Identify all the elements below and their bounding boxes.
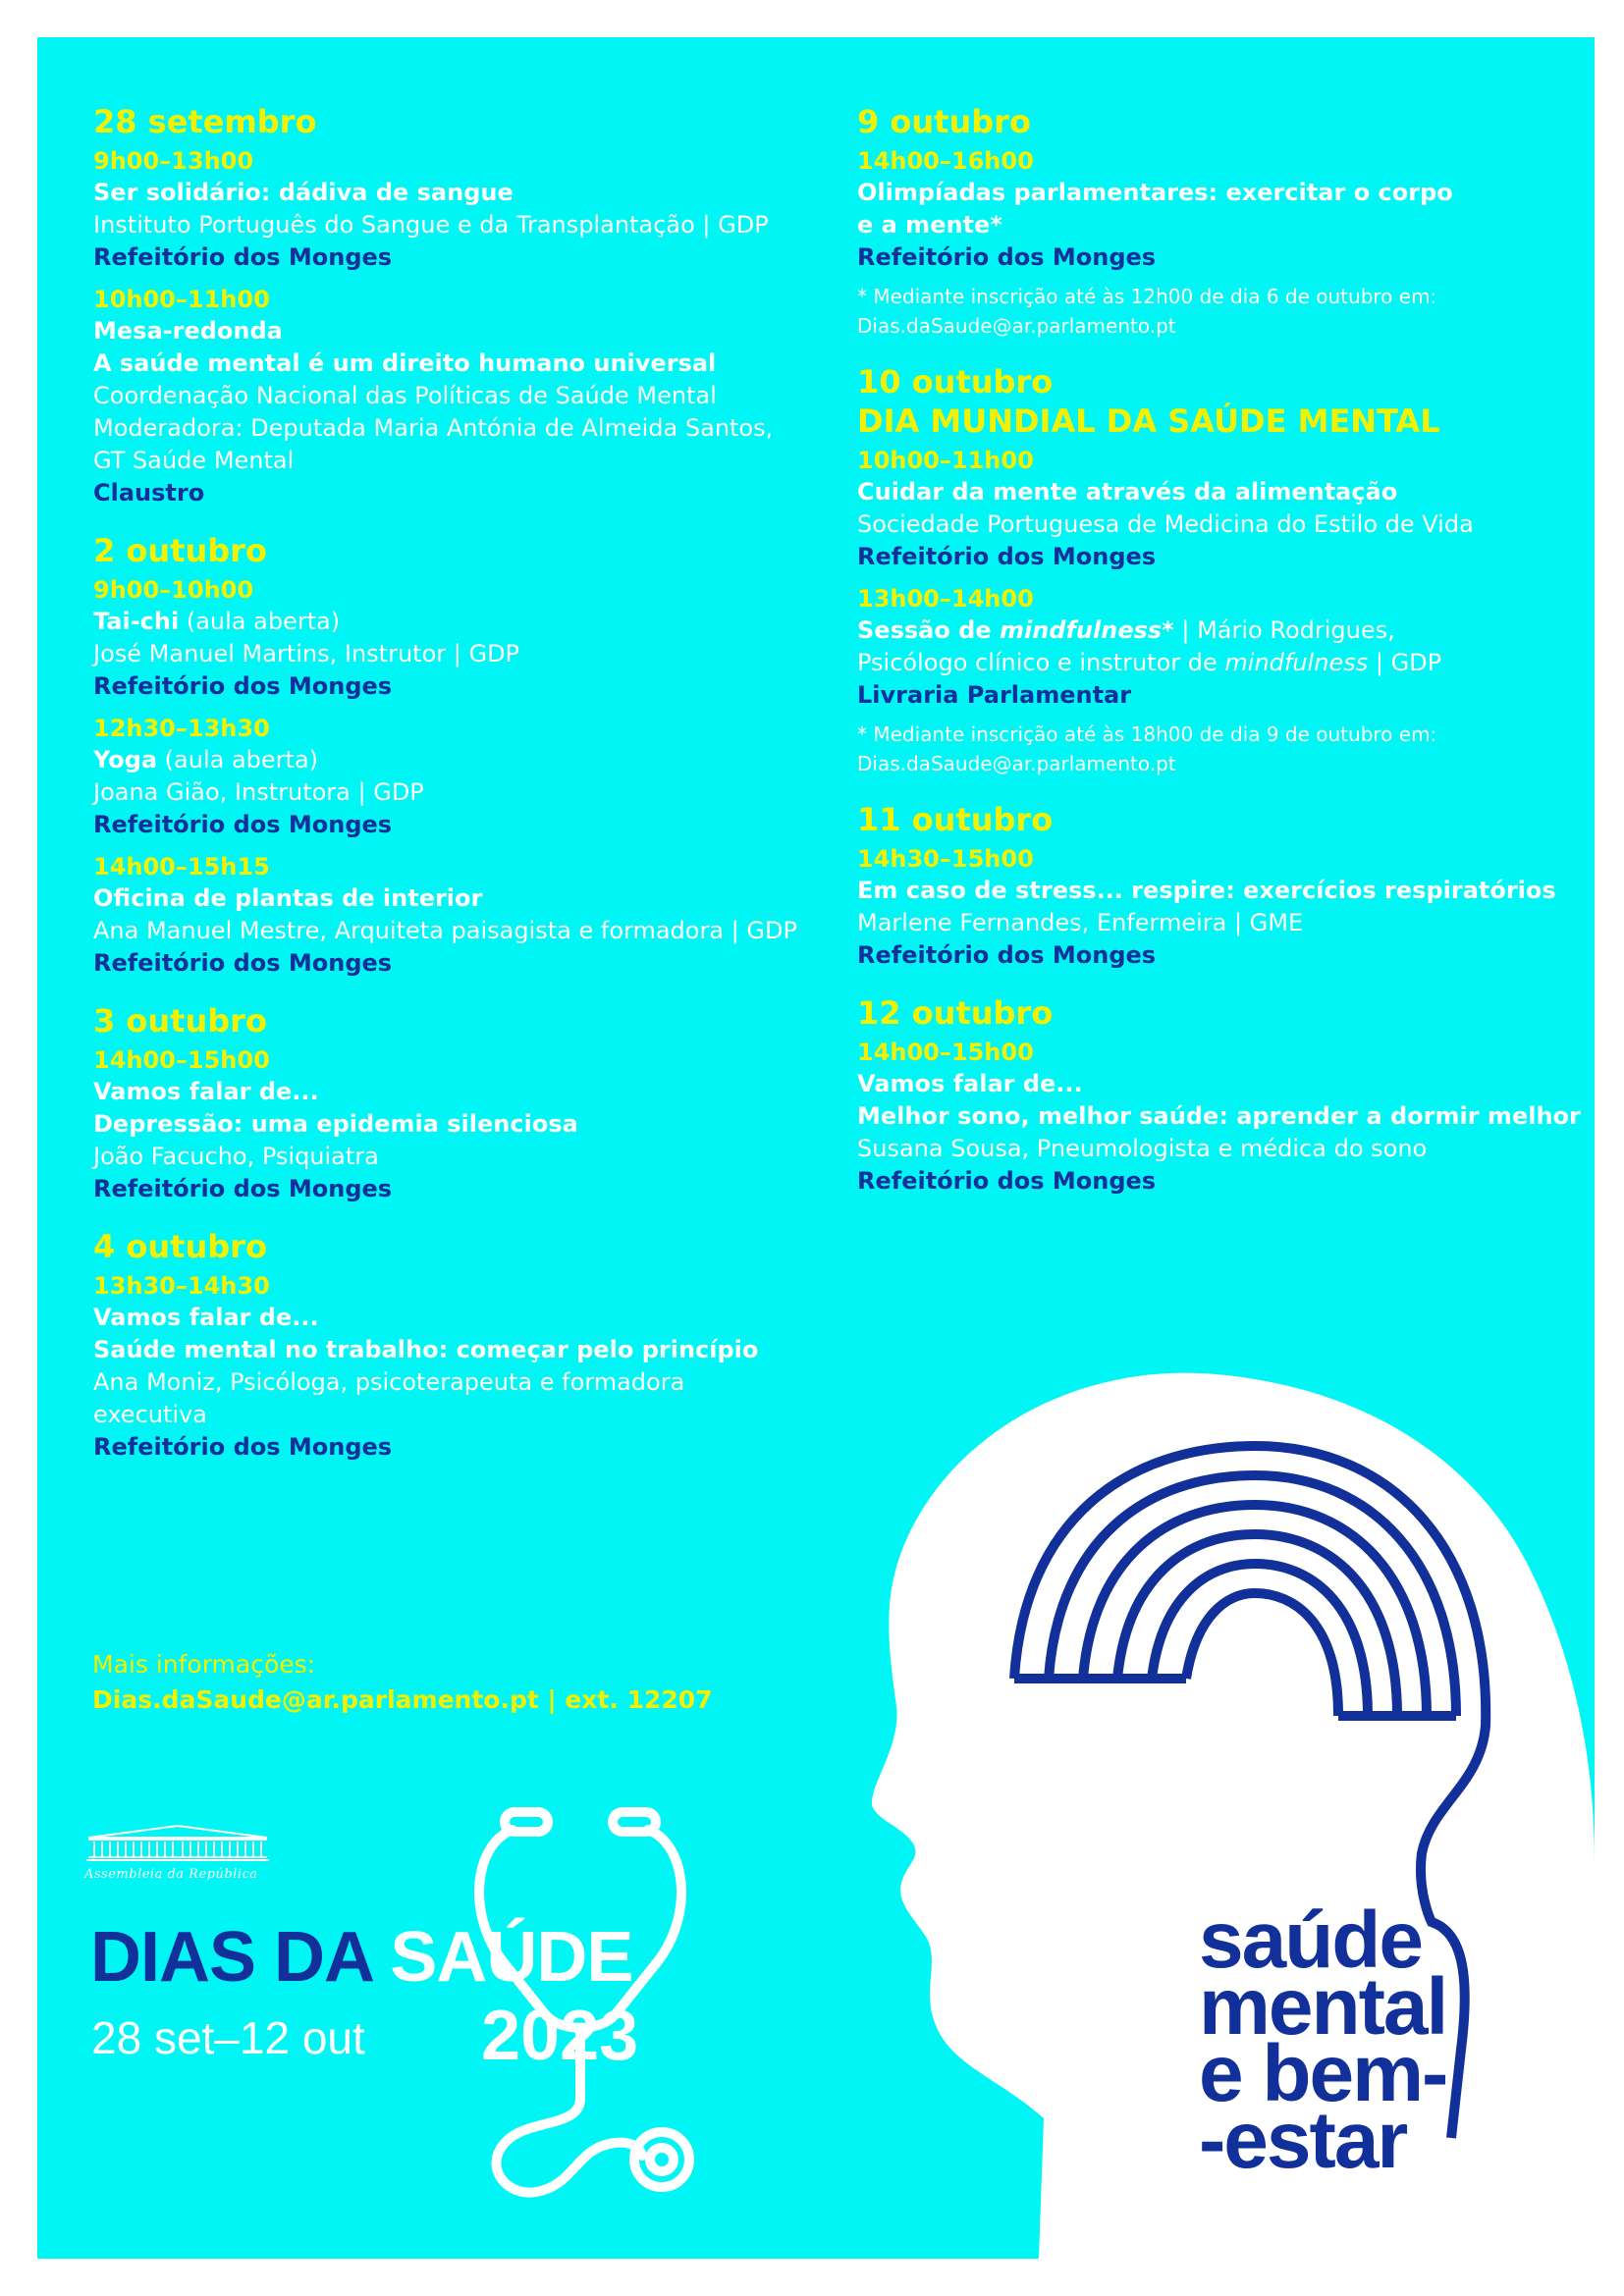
event-title: Ser solidário: dádiva de sangue xyxy=(93,179,514,206)
registration-email[interactable]: Dias.daSaude@ar.parlamento.pt xyxy=(857,314,1176,338)
event-title-logo xyxy=(90,1920,632,1995)
day-block xyxy=(857,102,1584,341)
tagline-line: e bem- xyxy=(1199,2029,1447,2118)
day-block xyxy=(857,993,1584,1198)
title-part2: SAÚDE xyxy=(390,1918,633,1997)
registration-email[interactable]: Dias.daSaude@ar.parlamento.pt xyxy=(857,752,1176,775)
event-time: 14h00–16h00 xyxy=(857,147,1034,175)
event-location: Refeitório dos Monges xyxy=(93,1175,393,1202)
event-location: Refeitório dos Monges xyxy=(857,1167,1157,1195)
title-part1: DIAS DA xyxy=(90,1918,391,1997)
day-heading: 9 outubro xyxy=(857,103,1031,140)
event-title xyxy=(93,606,839,638)
event xyxy=(857,843,1584,972)
logo-text: Assembleia da República xyxy=(84,1867,258,1882)
day-block xyxy=(93,1001,839,1205)
event-title: Em caso de stress... respire: exercícios respiratórios xyxy=(857,877,1556,904)
event-organizer: Marlene Fernandes, Enfermeira | GME xyxy=(857,909,1304,936)
tagline-line: saúde xyxy=(1199,1896,1422,1985)
event-moderator: Moderadora: Deputada Maria Antónia de Almeida Santos, xyxy=(93,414,774,442)
event-organizer-b: | GDP xyxy=(1368,649,1442,676)
event-location: Refeitório dos Monges xyxy=(857,543,1157,570)
event-title: A saúde mental é um direito humano universal xyxy=(93,349,717,377)
assembleia-logo xyxy=(84,1824,281,1882)
tagline-line: mental xyxy=(1199,1962,1447,2052)
event-time: 14h00–15h15 xyxy=(93,853,270,881)
event-title: Olimpíadas parlamentares: exercitar o corpo xyxy=(857,179,1453,206)
event-time: 9h00–13h00 xyxy=(93,147,254,175)
event xyxy=(857,145,1584,341)
event-title-a: Sessão de xyxy=(857,616,1000,644)
event-location: Refeitório dos Monges xyxy=(93,1433,393,1461)
event-time: 13h00–14h00 xyxy=(857,585,1034,613)
event-organizer: João Facucho, Psiquiatra xyxy=(93,1143,379,1170)
event-title xyxy=(93,744,839,776)
poster xyxy=(37,37,1595,2259)
event-time: 10h00–11h00 xyxy=(857,447,1034,474)
event-organizer-em: mindfulness xyxy=(1224,649,1369,676)
day-block xyxy=(857,362,1584,778)
event xyxy=(93,284,839,509)
event-location: Refeitório dos Monges xyxy=(93,949,393,977)
event-location: Refeitório dos Monges xyxy=(857,941,1157,969)
schedule-left-column xyxy=(93,102,839,1485)
day-heading: 2 outubro xyxy=(93,532,267,569)
event-title-cont: e a mente* xyxy=(857,211,1002,239)
registration-note-text: * Mediante inscrição até às 18h00 de dia 9 de outubro em: xyxy=(857,722,1437,746)
event xyxy=(93,145,839,274)
event xyxy=(93,1270,839,1464)
event-time: 10h00–11h00 xyxy=(93,286,270,313)
day-block xyxy=(93,1227,839,1464)
event-location: Livraria Parlamentar xyxy=(857,681,1132,709)
event-title-main: Yoga xyxy=(93,746,158,774)
event-title-extra: (aula aberta) xyxy=(179,608,341,635)
event-location: Refeitório dos Monges xyxy=(93,672,393,700)
event-organizer: José Manuel Martins, Instrutor | GDP xyxy=(93,640,520,667)
event-title: Depressão: uma epidemia silenciosa xyxy=(93,1110,578,1138)
event-time: 12h30–13h30 xyxy=(93,715,270,742)
event-title-rest: | Mário Rodrigues, xyxy=(1173,616,1395,644)
day-block xyxy=(93,531,839,980)
event-organizer: Susana Sousa, Pneumologista e médica do sono xyxy=(857,1135,1428,1162)
parliament-building-icon xyxy=(84,1824,271,1861)
event-time: 14h30–15h00 xyxy=(857,845,1034,873)
event xyxy=(93,574,839,703)
day-heading: 10 outubro xyxy=(857,363,1054,400)
event-moderator-group: GT Saúde Mental xyxy=(93,447,295,474)
event-organizer: Coordenação Nacional das Políticas de Saúde Mental xyxy=(93,382,717,409)
event xyxy=(857,583,1584,778)
event-title xyxy=(857,614,1584,647)
event-title-main: Tai-chi xyxy=(93,608,180,635)
event-type: Vamos falar de... xyxy=(857,1070,1083,1097)
event-dates: 28 set–12 out xyxy=(91,2012,365,2063)
day-block xyxy=(857,800,1584,972)
event-type: Vamos falar de... xyxy=(93,1304,319,1331)
event-type: Vamos falar de... xyxy=(93,1078,319,1105)
registration-note xyxy=(857,282,1584,341)
event-organizer: Ana Moniz, Psicóloga, psicoterapeuta e formadora xyxy=(93,1368,685,1396)
event-title: Oficina de plantas de interior xyxy=(93,884,483,912)
day-heading: 11 outubro xyxy=(857,801,1054,838)
more-info xyxy=(92,1647,713,1718)
event xyxy=(857,1037,1584,1198)
schedule-right-column xyxy=(857,102,1584,1219)
event-title-b: * xyxy=(1162,616,1174,644)
event xyxy=(93,851,839,980)
event-organizer-a: Psicólogo clínico e instrutor de xyxy=(857,649,1225,676)
day-heading: 12 outubro xyxy=(857,994,1054,1032)
event-title: Saúde mental no trabalho: começar pelo princípio xyxy=(93,1336,759,1363)
event-time: 13h30–14h30 xyxy=(93,1272,270,1300)
day-heading: 28 setembro xyxy=(93,103,317,140)
registration-note xyxy=(857,720,1584,778)
day-heading: 3 outubro xyxy=(93,1002,267,1040)
tagline-line: -estar xyxy=(1199,2096,1407,2185)
event-type: Mesa-redonda xyxy=(93,317,283,345)
event-time: 9h00–10h00 xyxy=(93,576,254,604)
event-year: 2023 xyxy=(481,1997,639,2075)
event-time: 14h00–15h00 xyxy=(857,1039,1034,1066)
more-info-label: Mais informações: xyxy=(92,1650,316,1679)
event-organizer: Ana Manuel Mestre, Arquiteta paisagista e formadora | GDP xyxy=(93,917,797,944)
registration-note-text: * Mediante inscrição até às 12h00 de dia 6 de outubro em: xyxy=(857,285,1437,308)
event-location: Refeitório dos Monges xyxy=(93,243,393,271)
event-title: Melhor sono, melhor saúde: aprender a dormir melhor xyxy=(857,1102,1581,1130)
day-block xyxy=(93,102,839,509)
event-title-em: mindfulness xyxy=(999,616,1163,644)
event-location: Claustro xyxy=(93,479,205,507)
event-organizer: Instituto Português do Sangue e da Transplantação | GDP xyxy=(93,211,769,239)
event-location: Refeitório dos Monges xyxy=(857,243,1157,271)
event-organizer: Joana Gião, Instrutora | GDP xyxy=(93,778,424,806)
event-time: 14h00–15h00 xyxy=(93,1046,270,1074)
event-organizer-cont: executiva xyxy=(93,1401,207,1428)
event-title-extra: (aula aberta) xyxy=(157,746,319,774)
contact-email[interactable]: Dias.daSaude@ar.parlamento.pt | ext. 12207 xyxy=(92,1685,713,1714)
event-organizer: Sociedade Portuguesa de Medicina do Estilo de Vida xyxy=(857,510,1474,538)
tagline xyxy=(1199,1896,1447,2185)
event-title: Cuidar da mente através da alimentação xyxy=(857,478,1398,506)
event xyxy=(93,713,839,841)
event-organizer xyxy=(857,647,1584,679)
day-heading: 4 outubro xyxy=(93,1228,267,1265)
event xyxy=(857,445,1584,573)
event xyxy=(93,1044,839,1205)
world-mental-health-day-heading: DIA MUNDIAL DA SAÚDE MENTAL xyxy=(857,402,1440,440)
event-location: Refeitório dos Monges xyxy=(93,811,393,838)
